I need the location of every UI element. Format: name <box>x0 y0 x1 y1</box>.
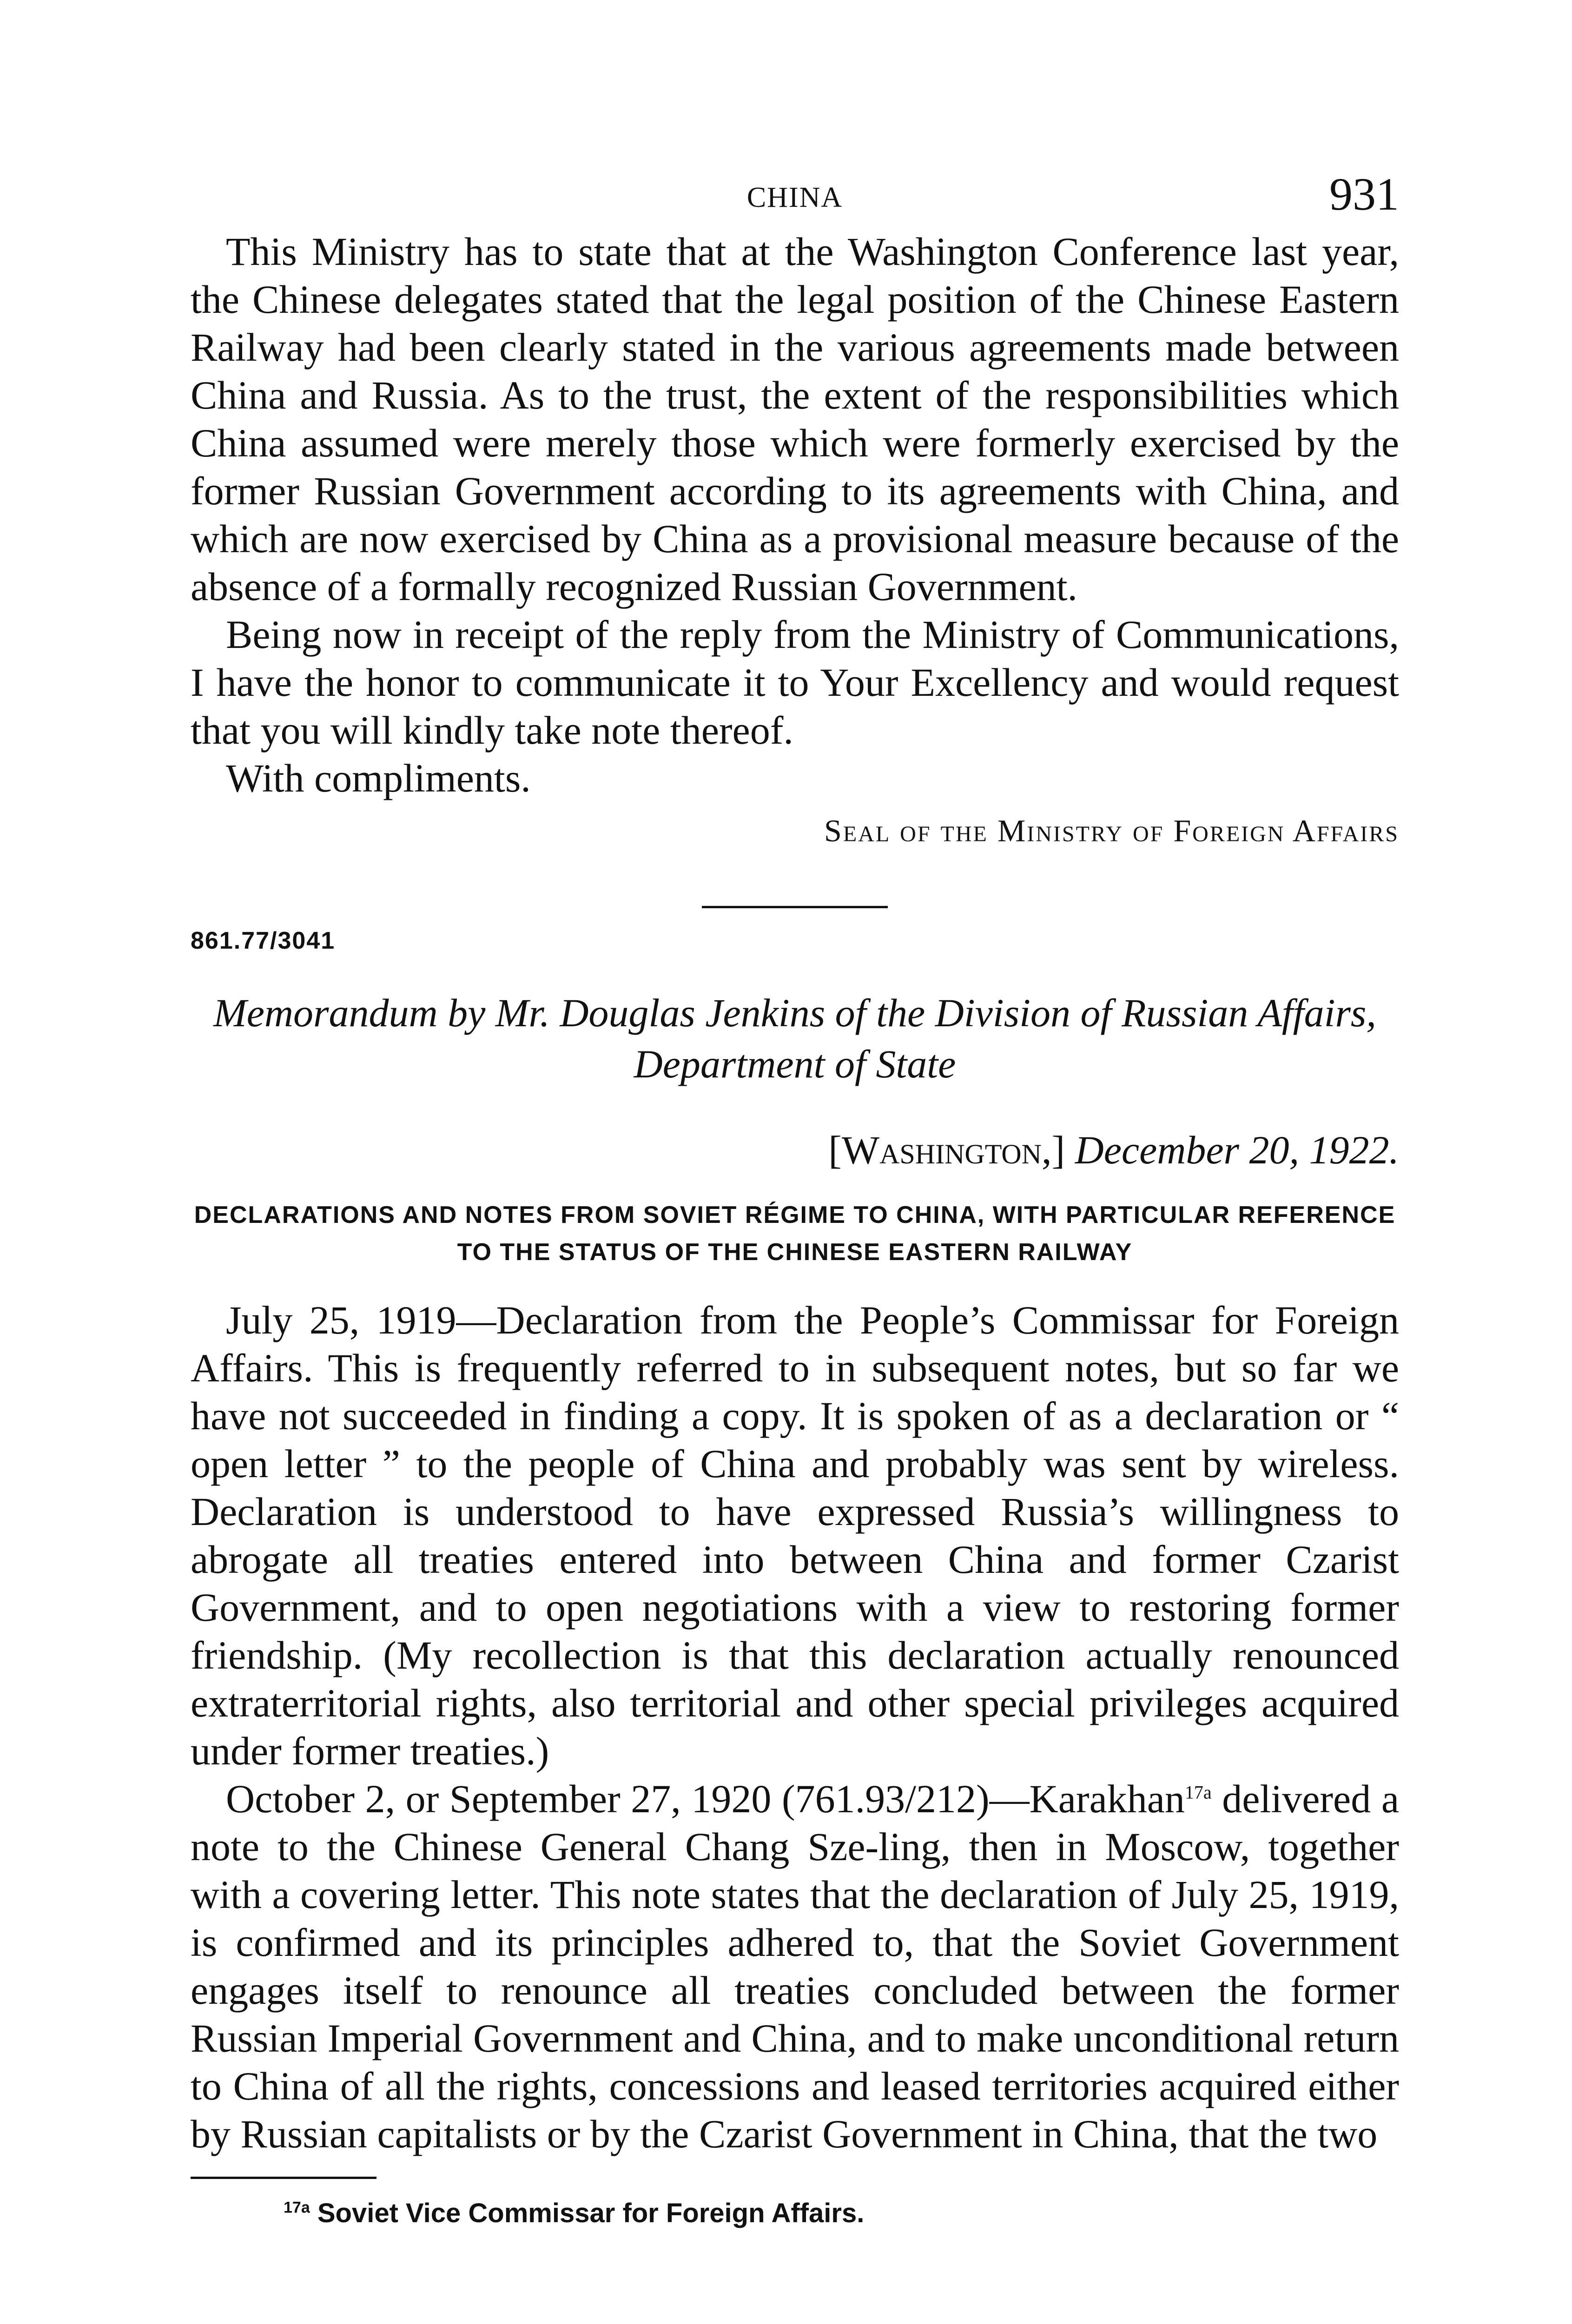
letter-paragraph: This Ministry has to state that at the Washington Conference last year, the Chinese delegates stated that the legal position of the Chinese Eastern Railway had been clearly stated in the various agreements made between China and Russia. As to the trust, the extent of the responsibilities which China assumed were merely those which were formerly exercised by the former Russian Government according to its agreements with China, and which are now exercised by China as a provisional measure because of the absence of a formally recognized Russian Government. <box>191 229 1399 609</box>
dateline <box>191 1127 1399 1173</box>
footnote-mark: 17a <box>284 2199 310 2217</box>
running-title: CHINA <box>746 182 843 213</box>
file-number: 861.77/3041 <box>191 927 336 954</box>
memo-title: Memorandum by Mr. Douglas Jenkins of the Division of Russian Affairs, Department of State <box>213 990 1376 1086</box>
footnote-reference[interactable]: 17a <box>1184 1782 1212 1803</box>
section-divider <box>702 906 888 908</box>
dateline-date: December 20, 1922. <box>1075 1128 1399 1172</box>
section-heading: DECLARATIONS AND NOTES FROM SOVIET RÉGIME TO CHINA, WITH PARTICULAR REFERENCE TO THE STATUS OF THE CHINESE EASTERN RAILWAY <box>194 1202 1396 1266</box>
memo-body <box>191 1296 1399 2158</box>
seal-line: Seal of the Ministry of Foreign Affairs <box>824 813 1399 848</box>
memo-paragraph-text: October 2, or September 27, 1920 (761.93/212)—Karakhan <box>226 1776 1185 1821</box>
footnote-divider <box>191 2177 376 2179</box>
memo-paragraph: July 25, 1919—Declaration from the People’s Commissar for Foreign Affairs. This is frequently referred to in subsequent notes, but so far we have not succeeded in finding a copy. It is spoken of as a declaration or “ open letter ” to the people of China and probably was sent by wireless. Declaration is understood to have expressed Russia’s willingness to abrogate all treaties entered into between China and former Czarist Government, and to open negotiations with a view to restoring former friendship. (My recollection is that this declaration actually renounced extraterritorial rights, also territorial and other special privileges acquired under former treaties.) <box>191 1298 1399 1773</box>
memo-paragraph <box>191 1775 1399 2158</box>
page-number: 931 <box>1329 168 1399 220</box>
letter-paragraph: Being now in receipt of the reply from the Ministry of Communications, I have the honor to communicate it to Your Excellency and would request that you will kindly take note thereof. <box>191 612 1399 753</box>
memo-paragraph-text: delivered a note to the Chinese General Chang Sze-ling, then in Moscow, together with a covering letter. This note states that the declaration of July 25, 1919, is confirmed and its principles adhered to, that the Soviet Government engages itself to renounce all treaties concluded between the former Russian Imperial Government and China, and to make unconditional return to China of all the rights, concessions and leased territories acquired either by Russian capitalists or by the Czarist Government in China, that the two <box>191 1776 1399 2156</box>
footnote <box>191 2198 1399 2229</box>
document-page <box>191 167 1399 2229</box>
letter-closing: With compliments. <box>226 756 531 800</box>
running-header <box>191 167 1399 228</box>
footnote-text: Soviet Vice Commissar for Foreign Affairs. <box>317 2198 865 2228</box>
dateline-place: [Washington,] <box>828 1128 1065 1172</box>
